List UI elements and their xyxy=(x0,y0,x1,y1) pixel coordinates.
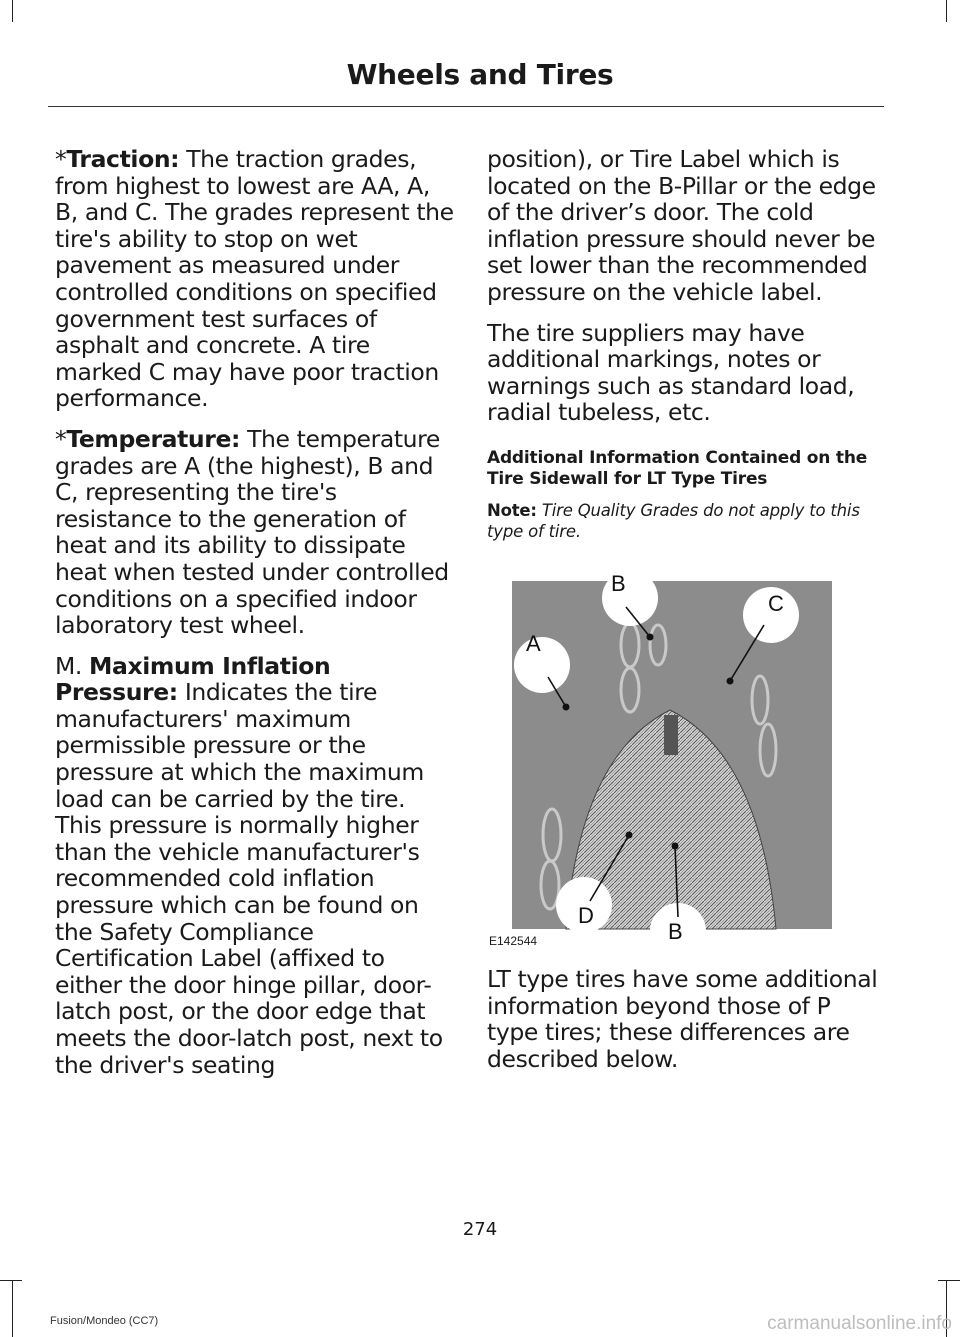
right-column xyxy=(487,146,882,552)
tread-center-block xyxy=(664,715,678,755)
header-divider xyxy=(48,106,884,107)
traction-text: The traction grades, from highest to lowest are AA, A, B, and C. The grades represent the tire's ability to stop on wet pavement as measured under controlled conditions on specified government test surfaces of asphalt and concrete. A tire marked C may have poor traction performance. xyxy=(55,145,454,413)
continued-paragraph: position), or Tire Label which is located on the B-Pillar or the edge of the driver’s door. The cold inflation pressure should never be set lower than the recommended pressure on the vehicle label. xyxy=(487,145,876,306)
callout-b-top-label: B xyxy=(611,571,626,596)
callout-d-label: D xyxy=(578,903,594,928)
max-inflation-paragraph xyxy=(55,653,455,1079)
temperature-term: Temperature: xyxy=(66,424,240,453)
callout-a-point xyxy=(563,704,570,711)
note-label: Note: xyxy=(487,500,537,520)
max-inflation-prefix: M. xyxy=(55,651,90,680)
callout-b-bottom-point xyxy=(672,843,679,850)
figure-code: E142544 xyxy=(489,934,538,948)
callout-c-point xyxy=(727,678,734,685)
temperature-paragraph xyxy=(55,426,455,639)
lt-tires-subheading: Additional Information Contained on the Tire Sidewall for LT Type Tires xyxy=(487,447,868,489)
callout-b-bottom-label: B xyxy=(668,919,683,944)
note-text: Tire Quality Grades do not apply to this type of tire. xyxy=(487,500,860,541)
suppliers-paragraph: The tire suppliers may have additional markings, notes or warnings such as standard load, radial tubeless, etc. xyxy=(487,318,855,427)
footer-model: Fusion/Mondeo (CC7) xyxy=(50,1315,159,1327)
callout-d-point xyxy=(626,832,633,839)
crop-mark-top-right xyxy=(946,0,947,22)
callout-c-label: C xyxy=(768,591,784,616)
note-paragraph xyxy=(487,500,882,542)
callout-b-top-point xyxy=(647,634,654,641)
page-title: Wheels and Tires xyxy=(346,58,614,91)
temperature-text: The temperature grades are A (the highest), B and C, representing the tire's resistance to the generation of heat and its ability to dissipate heat when tested under controlled conditions on a specified indoor laboratory test wheel. xyxy=(55,424,449,640)
crop-mark-bottom-left-h xyxy=(0,1280,22,1281)
watermark: carmanualsonline.info xyxy=(767,1313,952,1334)
crop-mark-top-left xyxy=(12,0,13,22)
lt-tires-paragraph: LT type tires have some additional information beyond those of P type tires; these differences are described below. xyxy=(487,965,878,1073)
callout-a-bubble xyxy=(514,637,570,693)
traction-prefix: * xyxy=(55,145,67,173)
lt-tires-paragraph-wrapper xyxy=(487,966,882,1086)
crop-mark-bottom-right-h xyxy=(938,1280,960,1281)
page-number: 274 xyxy=(462,1219,498,1240)
callout-a-label: A xyxy=(526,631,541,656)
lt-tire-sidewall-illustration xyxy=(488,565,838,955)
temperature-prefix: * xyxy=(55,424,67,453)
max-inflation-text: Indicates the tire manufacturers' maximum permissible pressure or the pressure at which the maximum load can be carried by the tire. This pressure is normally higher than the vehicle manufacturer's recommended cold inflation pressure which can be found on the Safety Compliance Certification Label (affixed to either the door hinge pillar, door-latch post, or the door edge that meets the door-latch post, next to the driver's seating xyxy=(55,678,443,1079)
max-inflation-term: Maximum Inflation Pressure: xyxy=(55,651,331,707)
left-column xyxy=(55,146,455,1092)
traction-term: Traction: xyxy=(66,145,180,173)
crop-mark-bottom-left xyxy=(12,1280,13,1337)
traction-paragraph xyxy=(55,146,455,412)
